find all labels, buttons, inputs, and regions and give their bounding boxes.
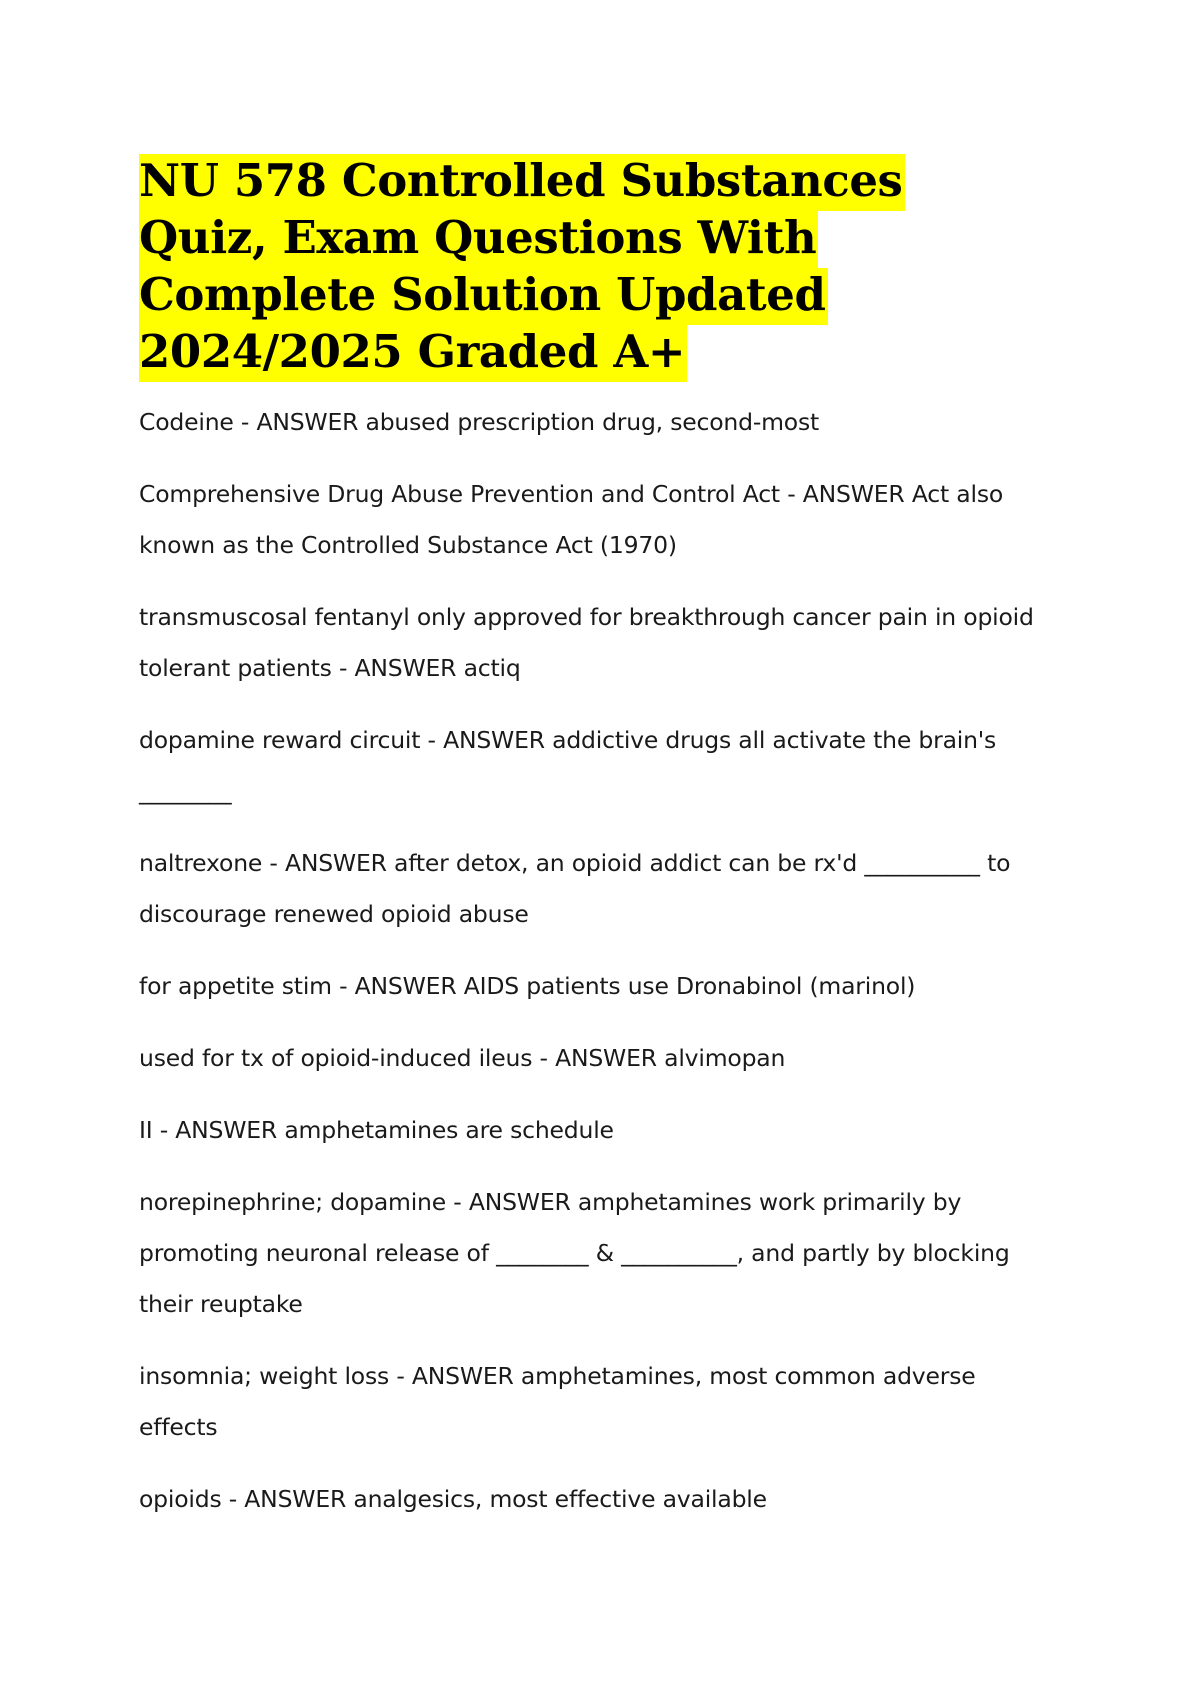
qa-item: for appetite stim - ANSWER AIDS patients use Dronabinol (marinol) — [139, 972, 916, 1000]
document-title — [139, 152, 1039, 380]
qa-item: insomnia; weight loss - ANSWER amphetamines, most common adverse effects — [139, 1362, 976, 1441]
qa-item: norepinephrine; dopamine - ANSWER amphetamines work primarily by promoting neuronal release of ________ & __________, and partly by blocking their reuptake — [139, 1188, 1010, 1318]
qa-item: dopamine reward circuit - ANSWER addictive drugs all activate the brain's ________ — [139, 726, 997, 805]
qa-list — [139, 397, 1039, 1546]
title-block — [139, 152, 1039, 380]
title-highlight: NU 578 Controlled Substances Quiz, Exam Questions With Complete Solution Updated 2024/2025 Graded A+ — [139, 154, 905, 382]
qa-item: II - ANSWER amphetamines are schedule — [139, 1116, 614, 1144]
qa-item: opioids - ANSWER analgesics, most effective available — [139, 1485, 767, 1513]
qa-item: naltrexone - ANSWER after detox, an opioid addict can be rx'd __________ to discourage renewed opioid abuse — [139, 849, 1011, 928]
qa-item: used for tx of opioid-induced ileus - ANSWER alvimopan — [139, 1044, 786, 1072]
qa-item: Codeine - ANSWER abused prescription drug, second-most — [139, 408, 820, 436]
qa-item: transmuscosal fentanyl only approved for breakthrough cancer pain in opioid tolerant patients - ANSWER actiq — [139, 603, 1034, 682]
qa-item: Comprehensive Drug Abuse Prevention and Control Act - ANSWER Act also known as the Controlled Substance Act (1970) — [139, 480, 1004, 559]
